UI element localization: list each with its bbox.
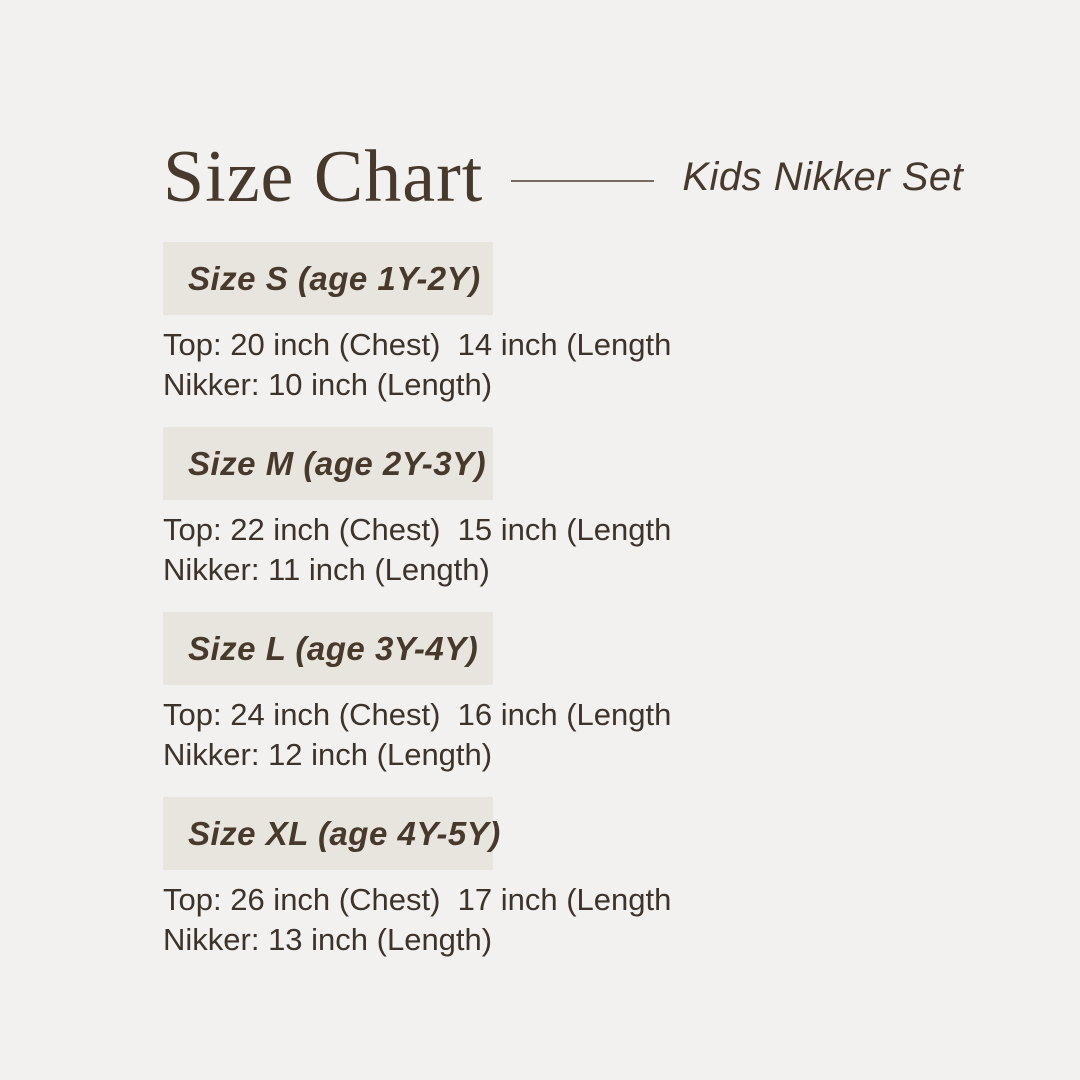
- size-badge-l: [163, 612, 493, 685]
- nikker-measurement: Nikker: 11 inch (Length): [163, 552, 490, 587]
- product-name: Kids Nikker Set: [682, 155, 964, 199]
- title-divider-line: [511, 180, 654, 182]
- size-section-xl: [163, 797, 990, 960]
- size-section-l: [163, 612, 990, 775]
- nikker-measurement: Nikker: 12 inch (Length): [163, 737, 493, 772]
- size-sections: [163, 242, 990, 960]
- nikker-measurement: Nikker: 10 inch (Length): [163, 367, 493, 402]
- top-measurement: Top: 24 inch (Chest) 16 inch (Length: [163, 697, 672, 732]
- size-badge-s: [163, 242, 493, 315]
- size-badge-label: Size S (age 1Y-2Y): [188, 259, 481, 297]
- nikker-measurement: Nikker: 13 inch (Length): [163, 922, 493, 957]
- size-badge-label: Size L (age 3Y-4Y): [188, 629, 479, 667]
- top-measurement: Top: 20 inch (Chest) 14 inch (Length: [163, 327, 672, 362]
- top-measurement: Top: 22 inch (Chest) 15 inch (Length: [163, 512, 672, 547]
- page-title: Size Chart: [163, 136, 484, 218]
- size-badge-m: [163, 427, 493, 500]
- size-section-m: [163, 427, 990, 590]
- size-badge-xl: [163, 797, 501, 870]
- size-section-s: [163, 242, 990, 405]
- top-measurement: Top: 26 inch (Chest) 17 inch (Length: [163, 882, 672, 917]
- size-badge-label: Size M (age 2Y-3Y): [188, 444, 487, 482]
- size-badge-label: Size XL (age 4Y-5Y): [188, 814, 501, 852]
- header: [163, 136, 990, 218]
